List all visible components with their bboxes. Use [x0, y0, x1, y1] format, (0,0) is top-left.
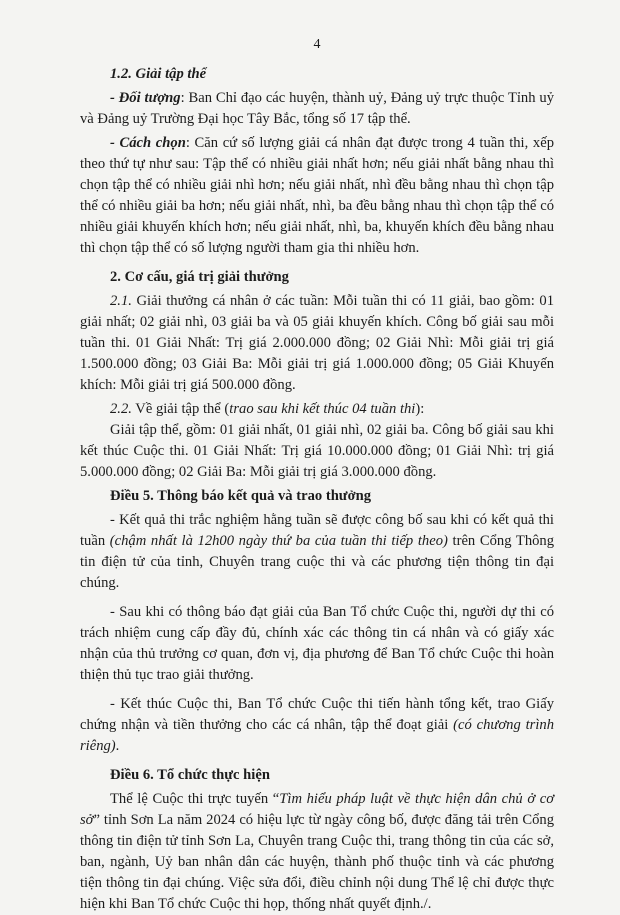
cach-chon-paragraph: [80, 133, 554, 259]
section-2-1-text: Giải thưởng cá nhân ở các tuần: Mỗi tuần thi có 11 giải, bao gồm: 01 giải nhất; 02 giải nhì, 03 giải ba và 05 giải khuyến khích. Công bố giải sau mỗi tuần thi. 01 Giải Nhất: Trị giá 2.000.000 đồng; 02 Giải Nhì: Mỗi giải trị giá 1.500.000 đồng; 03 Giải Ba: Mỗi giải trị giá 1.000.000 đồng; 05 Giải Khuyến khích: Mỗi giải trị giá 500.000 đồng.: [80, 293, 554, 393]
dieu-6-text-b: ” tỉnh Sơn La năm 2024 có hiệu lực từ ngày công bố, được đăng tải trên Cổng thông tin điện tử tỉnh Sơn La, Chuyên trang Cuộc thi, trang thông tin của các sở, ban, ngành, Uỷ ban nhân dân các huyện, thành phố thuộc tỉnh và các phương tiện thông tin đại chúng. Việc sửa đổi, điều chỉnh nội dung Thể lệ chỉ được thực hiện khi Ban Tổ chức Cuộc thi họp, thống nhất quyết định./.: [80, 812, 554, 912]
cach-chon-text: : Căn cứ số lượng giải cá nhân đạt được trong 4 tuần thi, xếp theo thứ tự như sau: Tập thể có nhiều giải nhất hơn; nếu giải nhất bằng nhau thì chọn tập thể có nhiều giải nhì hơn; nếu giải nhất, nhì đều bằng nhau thì chọn tập thể có nhiều giải ba hơn; nếu giải nhất, nhì, ba đều bằng nhau thì chọn tập thể có nhiều giải khuyến khích hơn; nếu giải nhất, nhì, ba, khuyến khích đều bằng nhau thì chọn tập thể có số lượng người tham gia thi nhiều hơn.: [80, 135, 554, 256]
page-number: 4: [313, 37, 321, 52]
dieu-5-p1-text-a: - Kết quả thi trắc nghiệm hằng tuần sẽ được công bố sau khi có kết quả thi tuần: [80, 512, 554, 549]
cach-chon-label: - Cách chọn: [110, 135, 186, 151]
section-2-2-body: Giải tập thể, gồm: 01 giải nhất, 01 giải nhì, 02 giải ba. Công bố giải sau khi kết thúc Cuộc thi. 01 Giải Nhất: Trị giá 10.000.000 đồng; 01 Giải Nhì: trị giá 5.000.000 đồng; 02 Giải Ba: Mỗi giải trị giá 3.000.000 đồng.: [80, 422, 554, 480]
section-2-1-paragraph: [80, 291, 554, 396]
section-2-2-label: 2.2.: [110, 401, 132, 417]
section-2-2-note: trao sau khi kết thúc 04 tuần thi: [229, 401, 416, 417]
dieu-5-p3-note: (có chương trình riêng): [80, 717, 555, 754]
dieu-5-p1-text-b: trên Cổng Thông tin điện tử của tỉnh, Chuyên trang cuộc thi và các phương tiện thông tin đại chúng.: [80, 533, 555, 591]
section-2-heading: 2. Cơ cấu, giá trị giải thưởng: [110, 269, 289, 285]
dieu-5-heading: Điều 5. Thông báo kết quả và trao thưởng: [110, 488, 372, 504]
dieu-5-paragraph-3: [80, 694, 554, 757]
section-2-2-end: ):: [415, 401, 425, 417]
doi-tuong-paragraph: [80, 88, 554, 130]
dieu-6-paragraph: [80, 789, 554, 915]
dieu-5-p3-text-a: - Kết thúc Cuộc thi, Ban Tổ chức Cuộc thi tiến hành tổng kết, trao Giấy chứng nhận và tiền thưởng cho các cá nhân, tập thể đoạt giải: [80, 696, 554, 733]
section-2-2-text: Về giải tập thể (: [131, 401, 230, 417]
section-1-2-heading: 1.2. Giải tập thể: [110, 66, 207, 82]
dieu-6-text-a: Thể lệ Cuộc thi trực tuyến “: [110, 791, 280, 807]
dieu-5-paragraph-2: - Sau khi có thông báo đạt giải của Ban Tổ chức Cuộc thi, người dự thi có trách nhiệm cung cấp đầy đủ, chính xác các thông tin cá nhân và có giấy xác nhận của thủ trưởng cơ quan, đơn vị, địa phương để Ban Tổ chức Cuộc thi hoàn thiện thủ tục trao giải thưởng.: [80, 604, 554, 683]
section-2-2-paragraph: [80, 399, 554, 420]
section-2-1-label: 2.1.: [110, 293, 132, 309]
dieu-6-contest-name: Tìm hiểu pháp luật về thực hiện dân chủ ở cơ sở: [80, 791, 554, 828]
dieu-5-paragraph-1: [80, 510, 554, 594]
dieu-5-p3-text-b: .: [115, 738, 120, 754]
doi-tuong-label: - Đối tượng: [110, 90, 181, 106]
doi-tuong-text: : Ban Chỉ đạo các huyện, thành uỷ, Đảng uỷ trực thuộc Tỉnh uỷ và Đảng uỷ Trường Đại học Tây Bắc, tổng số 17 tập thể.: [80, 90, 554, 127]
dieu-5-p1-note: (chậm nhất là 12h00 ngày thứ ba của tuần thi tiếp theo): [109, 533, 448, 549]
dieu-6-heading: Điều 6. Tổ chức thực hiện: [110, 767, 270, 783]
